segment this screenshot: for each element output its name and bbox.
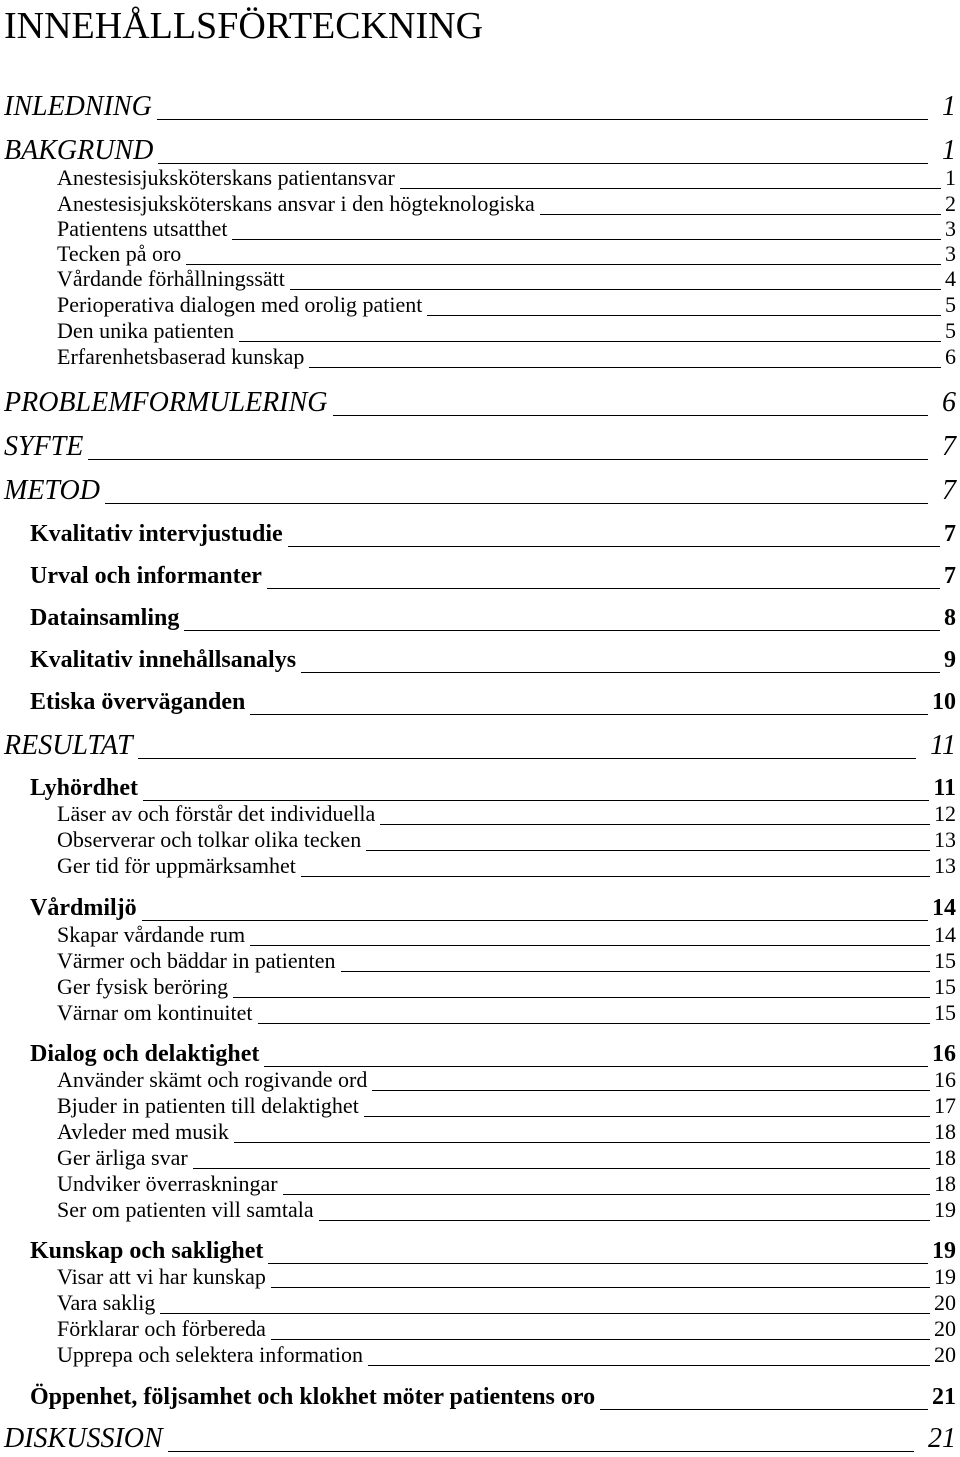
toc-entry-page: 16	[934, 1067, 956, 1092]
toc-entry-page: 11	[930, 730, 956, 761]
toc-section	[4, 430, 956, 464]
toc-entry-title: Vårdmiljö	[30, 895, 137, 921]
toc-entry-page: 1	[945, 165, 956, 190]
toc-entry-page: 3	[945, 241, 956, 266]
toc-entry-title: PROBLEMFORMULERING	[4, 387, 328, 418]
leader-line	[264, 1044, 928, 1067]
toc-entry-page: 18	[934, 1171, 956, 1196]
leader-line	[258, 1003, 930, 1024]
toc-subsubsection	[57, 1171, 956, 1197]
toc-entry-title: Lyhördhet	[30, 775, 139, 801]
toc-entry-title: Vårdande förhållningssätt	[57, 266, 285, 291]
leader-line	[143, 778, 929, 801]
toc-subsubsection	[57, 1093, 956, 1119]
toc-entry-title: SYFTE	[4, 431, 84, 462]
toc-entry-title: Anestesisjuksköterskans ansvar i den högteknologiska	[57, 191, 535, 216]
leader-line	[250, 925, 930, 946]
toc-entry-title: Värnar om kontinuitet	[57, 1000, 253, 1025]
toc-entry-page: 2	[945, 191, 956, 216]
leader-line	[271, 1267, 930, 1288]
toc-entry-page: 5	[945, 318, 956, 343]
toc-subsubsection	[57, 266, 956, 292]
toc-entry-title: Anestesisjuksköterskans patientansvar	[57, 165, 395, 190]
toc-entry-title: METOD	[4, 475, 100, 506]
leader-line	[138, 733, 917, 759]
toc-subsection	[30, 646, 956, 675]
toc-section	[4, 90, 956, 124]
leader-line	[600, 1387, 928, 1410]
toc-subsubsection	[57, 948, 956, 974]
leader-line	[333, 390, 928, 416]
leader-line	[400, 168, 941, 189]
toc-entry-title: Etiska överväganden	[30, 689, 246, 715]
toc-entry-page: 13	[934, 827, 956, 852]
toc-subsubsection	[57, 1342, 956, 1368]
toc-subsubsection	[57, 1264, 956, 1290]
toc-subsection	[30, 562, 956, 591]
toc-entry-title: Upprepa och selektera information	[57, 1342, 364, 1367]
toc-entry-title: Läser av och förstår det individuella	[57, 801, 376, 826]
leader-line	[540, 194, 941, 215]
leader-line	[290, 269, 941, 290]
toc-entry-title: Avleder med musik	[57, 1119, 229, 1144]
toc-entry-page: 14	[934, 922, 956, 947]
leader-line	[268, 1241, 928, 1264]
toc-subsection	[30, 688, 956, 717]
leader-line	[193, 1148, 930, 1169]
toc-entry-title: Öppenhet, följsamhet och klokhet möter patientens oro	[30, 1384, 596, 1410]
toc-section	[4, 386, 956, 420]
leader-line	[283, 1174, 930, 1195]
toc-entry-title: Bjuder in patienten till delaktighet	[57, 1093, 359, 1118]
toc-entry-page: 6	[942, 387, 956, 418]
toc-subsection	[30, 894, 956, 923]
toc-subsubsection	[57, 1067, 956, 1093]
toc-subsubsection	[57, 1197, 956, 1223]
toc-entry-title: Ger fysisk beröring	[57, 974, 229, 999]
toc-entry-title: Ser om patienten vill samtala	[57, 1197, 314, 1222]
leader-line	[271, 1319, 930, 1340]
leader-line	[105, 478, 928, 504]
leader-line	[427, 295, 941, 316]
toc-entry-page: 15	[934, 974, 956, 999]
toc-section	[4, 729, 956, 763]
leader-line	[364, 1096, 930, 1117]
toc-entry-page: 19	[934, 1197, 956, 1222]
toc-subsection	[30, 1237, 956, 1266]
leader-line	[158, 138, 928, 164]
toc-entry-page: 19	[934, 1264, 956, 1289]
toc-subsubsection	[57, 1145, 956, 1171]
toc-entry-page: 17	[934, 1093, 956, 1118]
toc-entry-page: 1	[942, 135, 956, 166]
toc-entry-page: 15	[934, 948, 956, 973]
toc-entry-title: Vara saklig	[57, 1290, 156, 1315]
toc-subsubsection	[57, 241, 956, 267]
leader-line	[239, 321, 941, 342]
toc-subsubsection	[57, 974, 956, 1000]
toc-subsubsection	[57, 853, 956, 879]
toc-subsubsection	[57, 216, 956, 242]
leader-line	[88, 434, 928, 460]
toc-entry-title: Perioperativa dialogen med orolig patient	[57, 292, 423, 317]
toc-entry-page: 7	[942, 475, 956, 506]
leader-line	[368, 1345, 930, 1366]
leader-line	[250, 692, 928, 715]
toc-entry-title: Observerar och tolkar olika tecken	[57, 827, 362, 852]
toc-entry-title: Värmer och bäddar in patienten	[57, 948, 336, 973]
leader-line	[288, 524, 940, 547]
toc-subsubsection	[57, 1119, 956, 1145]
toc-entry-page: 13	[934, 853, 956, 878]
toc-entry-title: BAKGRUND	[4, 135, 154, 166]
toc-subsection	[30, 520, 956, 549]
toc-subsection	[30, 774, 956, 803]
toc-subsubsection	[57, 191, 956, 217]
toc-entry-page: 12	[934, 801, 956, 826]
leader-line	[186, 244, 941, 265]
toc-entry-page: 20	[934, 1342, 956, 1367]
leader-line	[267, 566, 940, 589]
leader-line	[309, 347, 941, 368]
toc-entry-page: 5	[945, 292, 956, 317]
toc-entry-page: 16	[932, 1041, 956, 1067]
leader-line	[319, 1200, 930, 1221]
toc-entry-page: 11	[933, 775, 956, 801]
toc-entry-title: Skapar vårdande rum	[57, 922, 246, 947]
toc-entry-page: 9	[944, 647, 956, 673]
toc-subsection	[30, 1040, 956, 1069]
toc-entry-title: Undviker överraskningar	[57, 1171, 278, 1196]
toc-section	[4, 1422, 956, 1456]
leader-line	[157, 94, 928, 120]
leader-line	[366, 830, 930, 851]
toc-entry-title: Ger tid för uppmärksamhet	[57, 853, 296, 878]
toc-entry-page: 1	[942, 91, 956, 122]
toc-subsubsection	[57, 1000, 956, 1026]
toc-entry-page: 21	[928, 1423, 956, 1454]
toc-entry-title: DISKUSSION	[4, 1423, 163, 1454]
leader-line	[160, 1293, 930, 1314]
toc-subsubsection	[57, 1316, 956, 1342]
toc-entry-page: 10	[932, 689, 956, 715]
leader-line	[372, 1070, 930, 1091]
toc-entry-page: 20	[934, 1290, 956, 1315]
toc-subsubsection	[57, 165, 956, 191]
toc-subsubsection	[57, 827, 956, 853]
toc-entry-page: 8	[944, 605, 956, 631]
leader-line	[232, 219, 941, 240]
toc-entry-page: 4	[945, 266, 956, 291]
toc-subsubsection	[57, 292, 956, 318]
toc-section	[4, 134, 956, 168]
toc-entry-page: 18	[934, 1145, 956, 1170]
toc-entry-title: Kvalitativ intervjustudie	[30, 521, 283, 547]
toc-subsubsection	[57, 922, 956, 948]
toc-entry-page: 6	[945, 344, 956, 369]
toc-entry-page: 18	[934, 1119, 956, 1144]
toc-subsubsection	[57, 344, 956, 370]
toc-entry-page: 7	[942, 431, 956, 462]
leader-line	[234, 1122, 930, 1143]
toc-entry-page: 3	[945, 216, 956, 241]
toc-entry-title: RESULTAT	[4, 730, 133, 761]
leader-line	[184, 608, 940, 631]
leader-line	[142, 898, 928, 921]
toc-subsubsection	[57, 318, 956, 344]
page-title: INNEHÅLLSFÖRTECKNING	[4, 5, 484, 47]
toc-entry-title: Förklarar och förbereda	[57, 1316, 266, 1341]
toc-entry-title: Den unika patienten	[57, 318, 235, 343]
toc-entry-title: Urval och informanter	[30, 563, 262, 589]
toc-entry-page: 15	[934, 1000, 956, 1025]
toc-section	[4, 474, 956, 508]
toc-entry-title: Patientens utsatthet	[57, 216, 228, 241]
toc-entry-title: Dialog och delaktighet	[30, 1041, 260, 1067]
toc-subsubsection	[57, 1290, 956, 1316]
toc-entry-title: INLEDNING	[4, 91, 152, 122]
toc-entry-title: Tecken på oro	[57, 241, 182, 266]
toc-entry-title: Visar att vi har kunskap	[57, 1264, 266, 1289]
toc-entry-page: 19	[932, 1238, 956, 1264]
leader-line	[301, 650, 940, 673]
leader-line	[341, 951, 930, 972]
leader-line	[168, 1426, 914, 1452]
toc-subsection	[30, 604, 956, 633]
toc-subsubsection	[57, 801, 956, 827]
toc-entry-page: 14	[932, 895, 956, 921]
leader-line	[301, 856, 930, 877]
toc-subsection	[30, 1383, 956, 1412]
toc-entry-title: Använder skämt och rogivande ord	[57, 1067, 368, 1092]
toc-entry-title: Kunskap och saklighet	[30, 1238, 264, 1264]
toc-entry-title: Erfarenhetsbaserad kunskap	[57, 344, 305, 369]
toc-entry-page: 20	[934, 1316, 956, 1341]
toc-entry-page: 21	[932, 1384, 956, 1410]
leader-line	[380, 804, 930, 825]
toc-entry-page: 7	[944, 563, 956, 589]
toc-entry-title: Datainsamling	[30, 605, 180, 631]
toc-entry-title: Kvalitativ innehållsanalys	[30, 647, 297, 673]
leader-line	[233, 977, 930, 998]
toc-entry-page: 7	[944, 521, 956, 547]
toc-entry-title: Ger ärliga svar	[57, 1145, 188, 1170]
